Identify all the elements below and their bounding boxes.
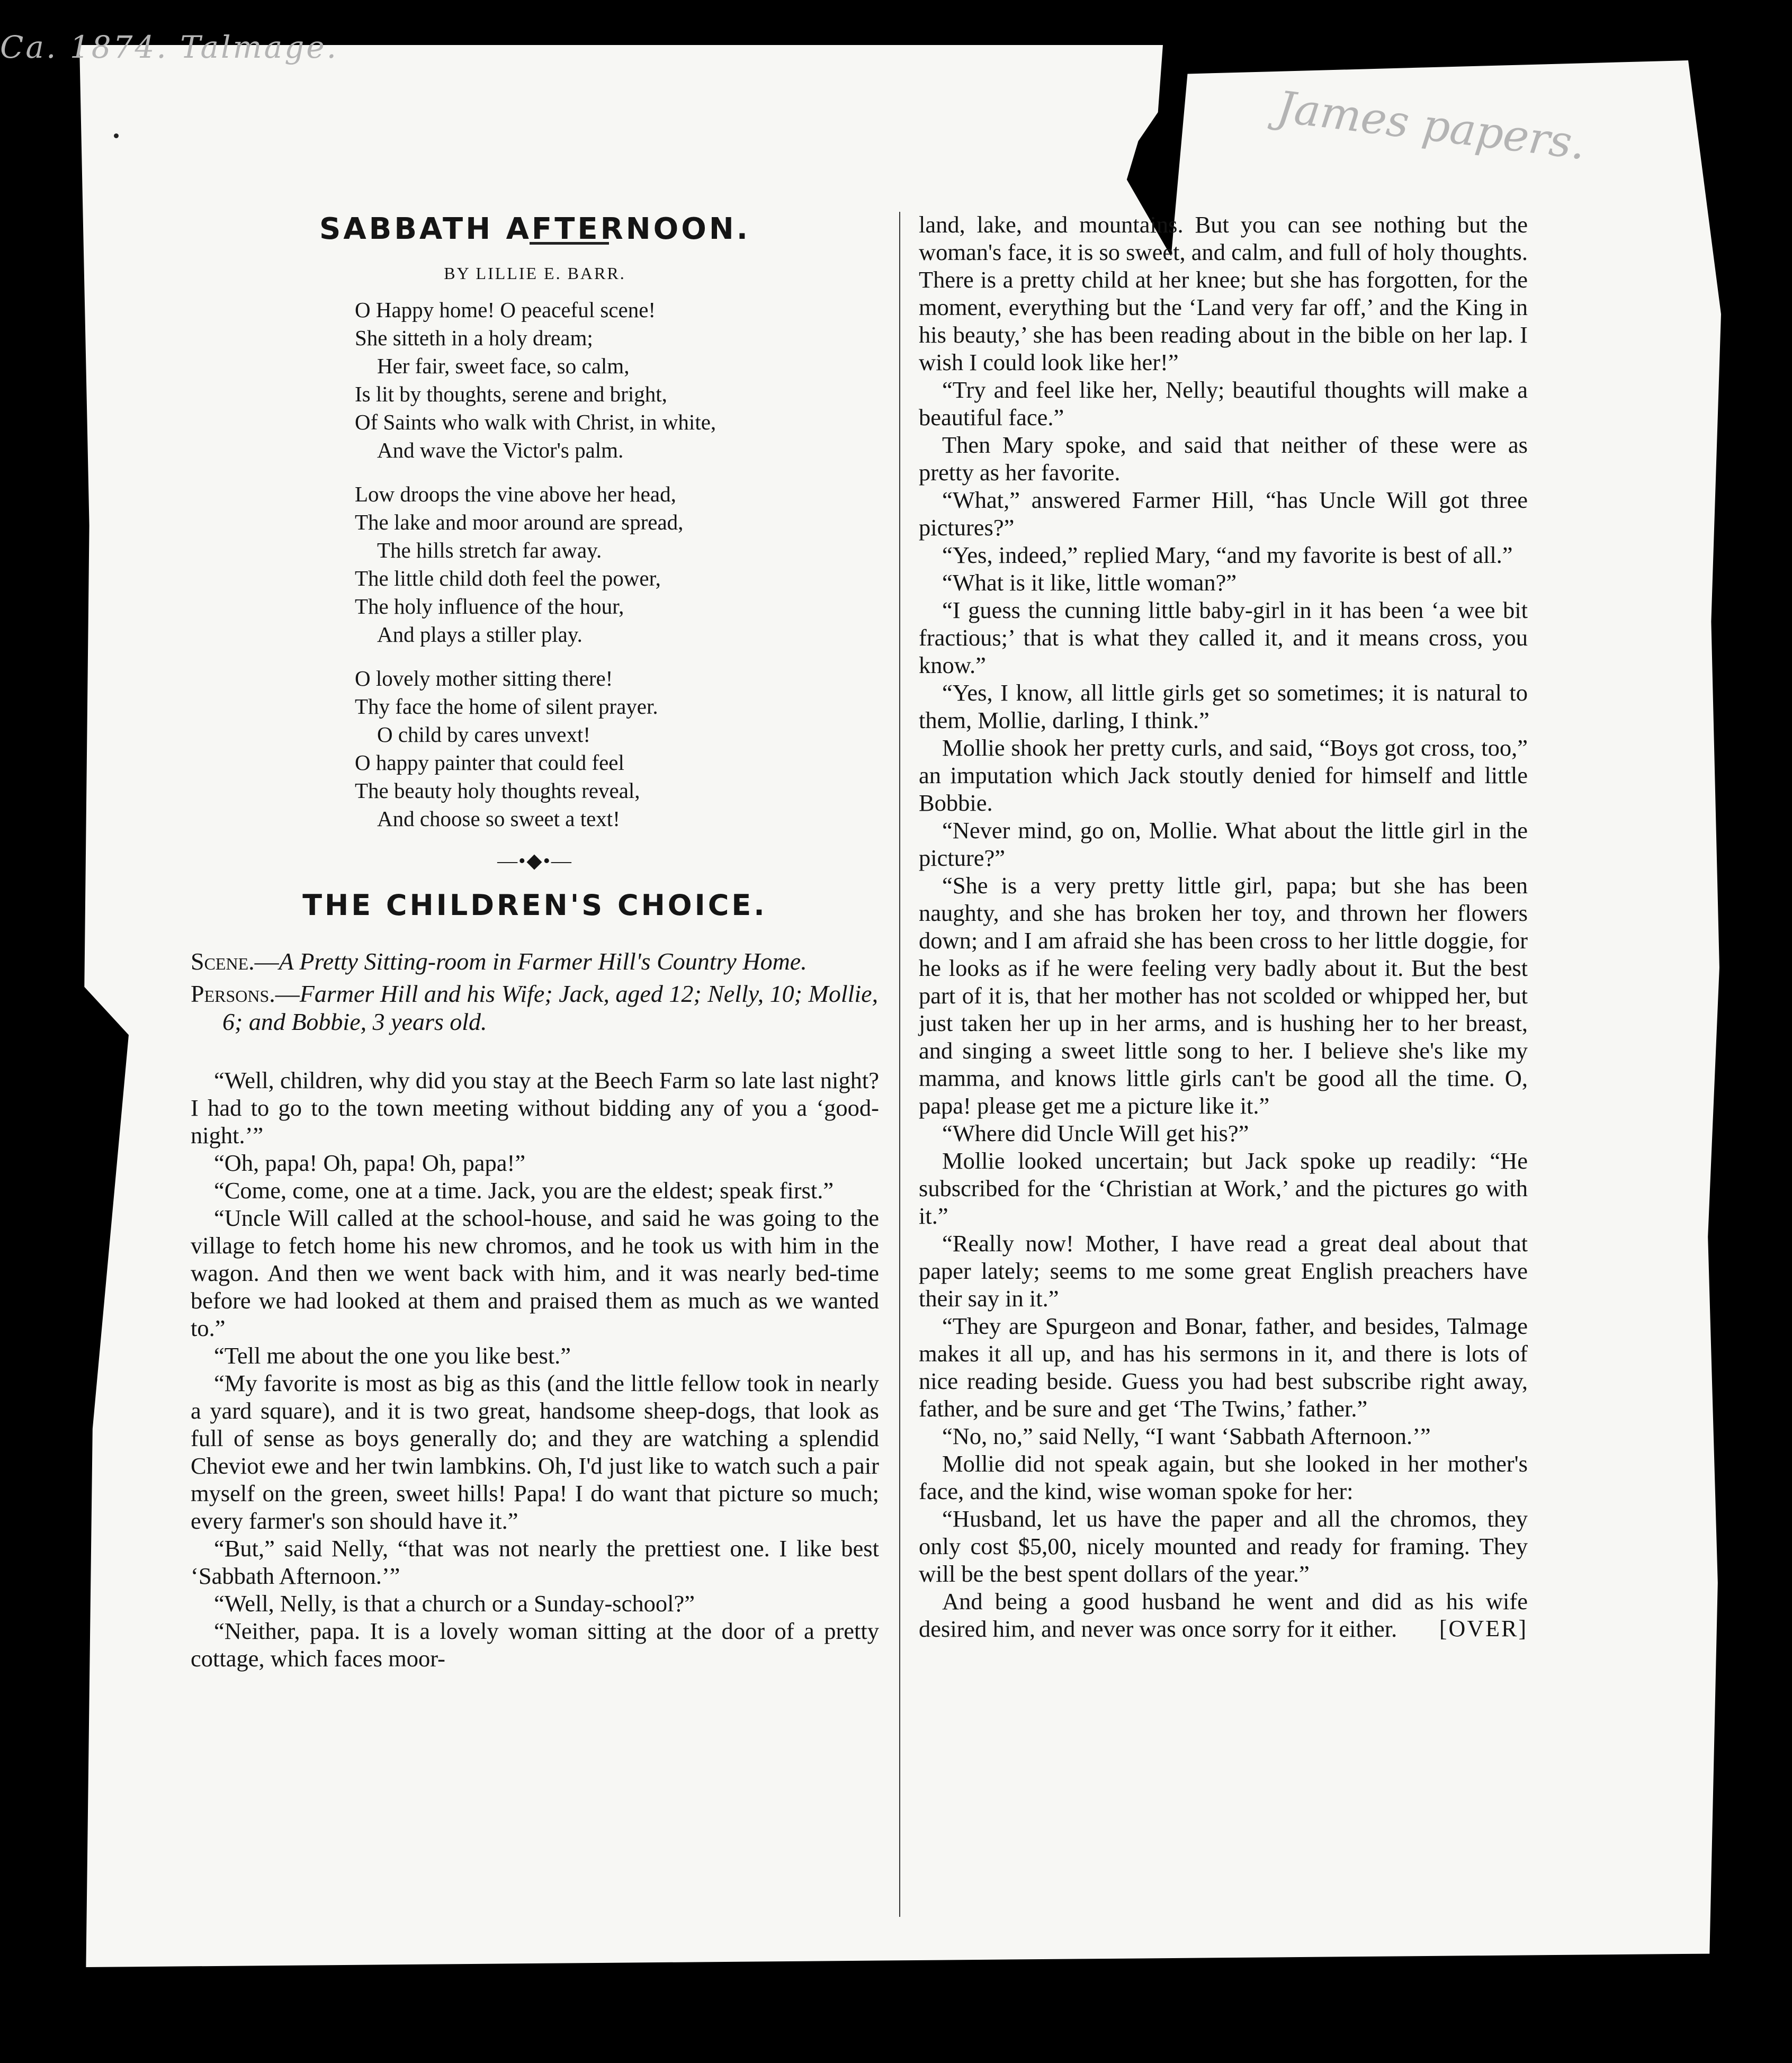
paragraph: “But,” said Nelly, “that was not nearly the prettiest one. I like best ‘Sabbath Afternoon.’” xyxy=(191,1535,879,1589)
poem-line: The little child doth feel the power, xyxy=(355,566,661,590)
poem-line: The hills stretch far away. xyxy=(377,538,602,562)
story-title: THE CHILDREN'S CHOICE. xyxy=(302,889,767,922)
paragraph: “Oh, papa! Oh, papa! Oh, papa!” xyxy=(214,1150,526,1176)
handwritten-note-top-right: James papers. xyxy=(1274,82,1589,170)
poem-body xyxy=(355,296,879,833)
paragraph: “Come, come, one at a time. Jack, you are the eldest; speak first.” xyxy=(214,1177,834,1204)
poem-line: And wave the Victor's palm. xyxy=(377,438,624,462)
poem-line: O Happy home! O peaceful scene! xyxy=(355,298,656,322)
handwritten-note-top-left: Ca. 1874. Talmage. xyxy=(0,29,339,65)
poem-line: O child by cares unvext! xyxy=(377,722,591,747)
paragraph: “No, no,” said Nelly, “I want ‘Sabbath Afternoon.’” xyxy=(942,1423,1431,1449)
paragraph: “They are Spurgeon and Bonar, father, and besides, Talmage makes it all up, and has his sermons in it, and there is lots of nice reading beside. Guess you had best subscribe right away, father, and be sure and get ‘The Twins,’ father.” xyxy=(919,1313,1528,1422)
story-left-body xyxy=(191,1066,879,1672)
paragraph: “I guess the cunning little baby-girl in it has been ‘a wee bit fractious;’ that is what they called it, and it means cross, you know.” xyxy=(919,597,1528,678)
scene-label: Scene.— xyxy=(191,948,279,975)
poem-line: The lake and moor around are spread, xyxy=(355,510,684,534)
scene-text: A Pretty Sitting-room in Farmer Hill's Country Home. xyxy=(279,948,807,975)
paragraph: “Yes, indeed,” replied Mary, “and my favorite is best of all.” xyxy=(942,542,1513,568)
column-rule xyxy=(899,212,900,1917)
poem-stanza-3 xyxy=(355,665,879,833)
poem-line: Her fair, sweet face, so calm, xyxy=(377,354,630,378)
paragraph: “Well, Nelly, is that a church or a Sunday-school?” xyxy=(214,1590,695,1617)
poem-line: Low droops the vine above her head, xyxy=(355,482,676,506)
paragraph: Mollie shook her pretty curls, and said, “Boys got cross, too,” an imputation which Jack stoutly denied for himself and little Bobbie. xyxy=(919,734,1528,816)
poem-line: O happy painter that could feel xyxy=(355,750,624,775)
paragraph: “Husband, let us have the paper and all the chromos, they only cost $5,00, nicely mounted and ready for framing. They will be the best spent dollars of the year.” xyxy=(919,1505,1528,1587)
spacer xyxy=(191,1040,879,1066)
poem-line: She sitteth in a holy dream; xyxy=(355,326,593,350)
scene-line xyxy=(191,947,879,975)
paragraph: And being a good husband he went and did as his wife desired him, and never was once sorry for it either. xyxy=(919,1588,1528,1642)
paragraph: “Uncle Will called at the school-house, and said he was going to the village to fetch home his new chromos, and he took us with him in the wagon. And then we went back with him, and it was nearly bed-time before we had looked at them and praised them as much as we wanted to.” xyxy=(191,1205,879,1341)
poem-line: And plays a stiller play. xyxy=(377,622,583,647)
poem-line: O lovely mother sitting there! xyxy=(355,666,613,690)
poem-line: Of Saints who walk with Christ, in white, xyxy=(355,410,716,434)
poem-stanza-2 xyxy=(355,480,879,649)
paragraph: Mollie did not speak again, but she looked in her mother's face, and the kind, wise woman spoke for her: xyxy=(919,1450,1528,1504)
paragraph: “Tell me about the one you like best.” xyxy=(214,1342,571,1369)
paragraph: “She is a very pretty little girl, papa; but she has been naughty, and she has broken her toy, and thrown her flowers down; and I am afraid she has been cross to her little doggie, for he looks as if he were feeling very badly about it. But the best part of it is, that her mother has not scolded or whipped her, but just taken her up in her arms, and is hushing her to her breast, and singing a sweet little song to her. I believe she's like my mamma, and knows little girls can't be good all the time. O, papa! please get me a picture like it.” xyxy=(919,872,1528,1119)
over-marker: [OVER] xyxy=(1439,1616,1528,1642)
paragraph: “What is it like, little woman?” xyxy=(942,569,1237,596)
paragraph: “Neither, papa. It is a lovely woman sitting at the door of a pretty cottage, which faces moor- xyxy=(191,1618,879,1672)
persons-line xyxy=(191,980,879,1036)
paragraph: Mollie looked uncertain; but Jack spoke up readily: “He subscribed for the ‘Christian at Work,’ and the pictures go with it.” xyxy=(919,1147,1528,1229)
poem-byline: BY LILLIE E. BARR. xyxy=(444,264,626,283)
poem-line: Is lit by thoughts, serene and bright, xyxy=(355,382,667,406)
poem-line: The holy influence of the hour, xyxy=(355,594,624,618)
section-ornament: —•◆•— xyxy=(497,850,572,872)
paragraph: Then Mary spoke, and said that neither of these were as pretty as her favorite. xyxy=(919,432,1528,486)
paragraph: “Really now! Mother, I have read a great deal about that paper lately; seems to me some great English preachers have their say in it.” xyxy=(919,1230,1528,1312)
paragraph: land, lake, and mountains. But you can see nothing but the woman's face, it is so sweet, and calm, and full of holy thoughts. There is a pretty child at her knee; but she has forgotten, for the moment, everything but the ‘Land very far off,’ and the King in his beauty,’ she has been reading about in the bible on her lap. I wish I could look like her!” xyxy=(919,211,1528,375)
left-column xyxy=(191,212,879,1672)
paragraph: “My favorite is most as big as this (and the little fellow took in nearly a yard square), and it is two great, handsome sheep-dogs, that look as full of sense as boys generally do; and they are watching a splendid Cheviot ewe and her twin lambkins. Oh, I'd just like to watch such a pair myself on the green, sweet hills! Papa! I do want that picture so much; every farmer's son should have it.” xyxy=(191,1370,879,1534)
poem-stanza-1 xyxy=(355,296,879,464)
paragraph: “Where did Uncle Will get his?” xyxy=(942,1120,1249,1146)
poem-title: SABBATH AFTERNOON. xyxy=(319,212,750,246)
poem-line: Thy face the home of silent prayer. xyxy=(355,694,658,719)
persons-text: Farmer Hill and his Wife; Jack, aged 12; Nelly, 10; Mollie, 6; and Bobbie, 3 years old. xyxy=(222,980,879,1035)
ink-dot xyxy=(114,133,119,138)
poem-line: And choose so sweet a text! xyxy=(377,806,620,831)
persons-label: Persons.— xyxy=(191,980,300,1007)
paragraph: “What,” answered Farmer Hill, “has Uncle Will got three pictures?” xyxy=(919,487,1528,541)
right-column xyxy=(919,211,1528,1642)
paragraph: “Never mind, go on, Mollie. What about the little girl in the picture?” xyxy=(919,817,1528,871)
paragraph: “Well, children, why did you stay at the Beech Farm so late last night? I had to go to the town meeting without bidding any of you a ‘good-night.’” xyxy=(191,1067,879,1149)
poem-line: The beauty holy thoughts reveal, xyxy=(355,778,640,803)
paragraph: “Yes, I know, all little girls get so sometimes; it is natural to them, Mollie, darling, I think.” xyxy=(919,679,1528,733)
paragraph: “Try and feel like her, Nelly; beautiful thoughts will make a beautiful face.” xyxy=(919,376,1528,430)
